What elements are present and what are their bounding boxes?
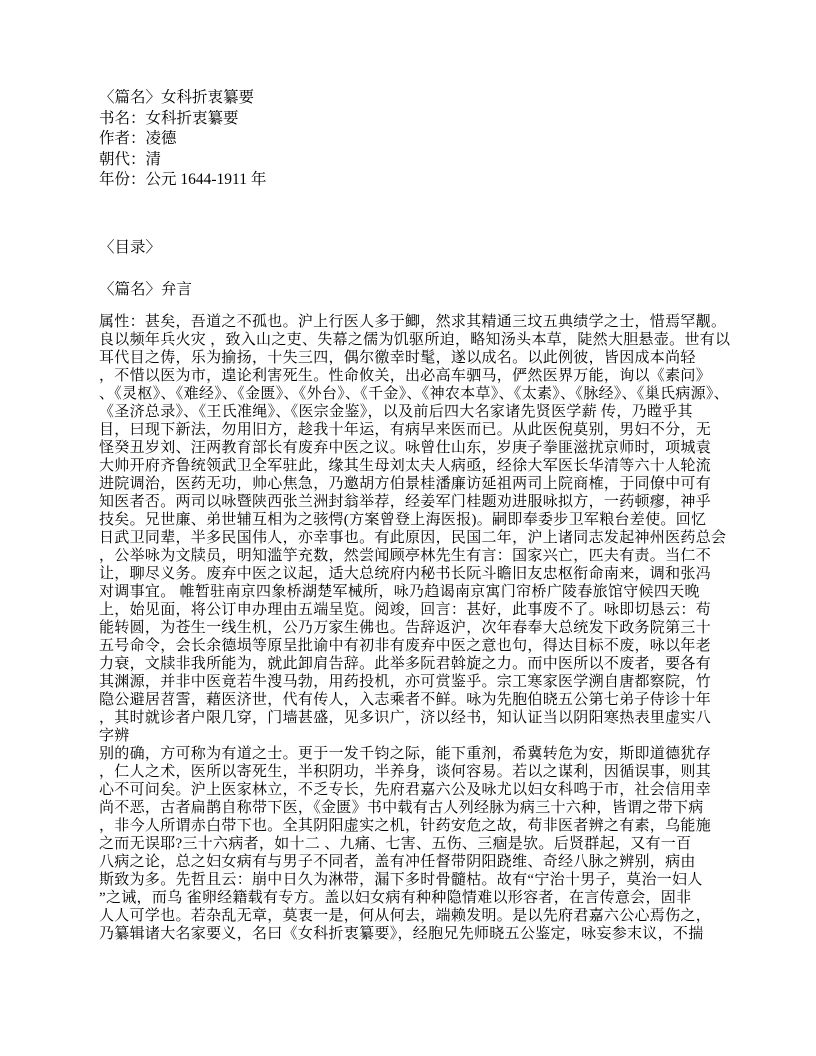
preface-text-line: 良以频年兵火灾 ，致入山之吏、失幕之儒为饥驱所迫，略知汤头本草，陡然大胆悬壶。世有以 — [99, 332, 731, 349]
preface-text-line: 之而无误耶?三十六病者，如十二 、九痛、七害、五伤、三痼是欤。后贤群起，又有一百 — [99, 836, 692, 853]
preface-body-text — [99, 313, 746, 943]
document-meta-line: 书名：女科折衷纂要 — [99, 109, 239, 127]
preface-text-line: 字辨 — [99, 728, 130, 745]
preface-text-line: 知医者否。两司以咏暨陕西张兰洲封翁举荐，经姜军门桂题劝进服咏拟方，一药顿瘳，神乎 — [99, 494, 712, 511]
preface-text-line: 进院调治，医药无功，帅心焦急，乃邀胡方伯景桂潘廉访延祖两司上院商榷，于同僚中可有 — [99, 476, 712, 493]
document-meta-line: 朝代：清 — [99, 150, 162, 168]
preface-text-line: 上，始见面，将公订申办理由五端呈览。阅竣，回言：甚好，此事废不了。咏即切恳云：苟 — [99, 602, 712, 619]
preface-text-line: 大帅开府齐鲁统领武卫全军驻此，缘其生母刘太夫人病亟，经徐大军医长华清等六十人轮流 — [99, 458, 712, 475]
document-meta-line: 作者：凌德 — [99, 130, 177, 148]
preface-text-line: ，仁人之术，医所以寄死生，半积阴功，半养身，谈何容易。若以之谋利，因循误事，则其 — [99, 764, 712, 781]
preface-text-line: 五号命令，会长余德埙等原呈批谕中有初非有废弃中医之意也句，得达目标不废，咏以年老 — [99, 638, 712, 655]
preface-text-line: 乃纂辑诸大名家要义，名曰《女科折衷纂要》，经胞兄先师晓五公鉴定，咏妄参末议，不揣 — [99, 926, 704, 943]
preface-text-line: ，公举咏为文牍员，明知滥竽充数，然尝闻顾亭林先生有言：国家兴亡，匹夫有责。当仁不 — [99, 548, 712, 565]
preface-text-line: 技矣。兄世廉、弟世辅互相为之骇愕(方案曾登上海医报)。嗣即奉委步卫军粮台差使。回忆 — [99, 512, 707, 529]
preface-text-line: 隐公避居苕霅，藉医济世，代有传人，入志乘者不鲜。咏为先胞伯晓五公第七弟子侍诊十年 — [99, 692, 712, 709]
preface-text-line: 目，曰现下新法，勿用旧方，趁我十年运，有病早来医而已。从此医倪莫别，男妇不分，无 — [99, 422, 712, 439]
preface-text-line: 怪癸丑岁刘、汪两教育部长有废弃中医之议。咏曾仕山东，岁庚子拳匪滋扰京师时，项城袁 — [99, 440, 712, 457]
preface-text-line: 能转圆，为苍生一线生机，公乃万家生佛也。告辞返沪，次年春奉大总统发下政务院第三十 — [99, 620, 712, 637]
preface-text-line: 人人可学也。若杂乱无章，莫衷一是，何从何去，端赖发明。是以先府君嘉六公心焉伤之， — [99, 908, 712, 925]
preface-text-line: ”之诫，而乌 雀卵经籍载有专方。盖以妇女病有种种隐情难以形容者，在言传意会，固非 — [99, 890, 692, 907]
document-meta-line: 年份：公元 1644-1911 年 — [99, 171, 267, 189]
section-heading: 〈篇名〉弁言 — [99, 280, 193, 298]
preface-text-line: 八病之论，总之妇女病有与男子不同者，盖有冲任督带阴阳跷维、奇经八脉之辨别，病由 — [99, 854, 696, 871]
preface-text-line: 别的确，方可称为有道之士。更于一发千钧之际，能下重剂，希冀转危为安，斯即道德犹存 — [99, 746, 712, 763]
toc-heading: 〈目录〉 — [99, 238, 162, 256]
preface-text-line: 属性：甚矣，吾道之不孤也。沪上行医人多于鲫，然求其精通三坟五典绩学之士，惜焉罕觏。 — [99, 314, 727, 331]
preface-text-line: 对调事宜。 帷暂驻南京四象桥湖楚军械所，咏乃趋谒南京寓门帘桥广陵春旅馆守候四天晚 — [99, 584, 700, 601]
preface-text-line: 力衰，文牍非我所能为，就此卸肩告辞。此举多阮君斡旋之力。而中医所以不废者，要各有 — [99, 656, 712, 673]
preface-text-line: 斯致为多。先哲且云：崩中日久为淋带，漏下多时骨髓枯。故有“宁治十男子，莫治一妇人 — [99, 872, 703, 889]
preface-text-line: 日武卫同辈，半多民国伟人，亦幸事也。有此原因，民国二年，沪上诸同志发起神州医药总会 — [99, 530, 727, 547]
document-meta-block — [99, 88, 746, 191]
preface-text-line: 让，聊尽义务。废弃中医之议起，适大总统府内秘书长阮斗瞻旧友忠枢衔命南来，调和张冯 — [99, 566, 712, 583]
preface-text-line: ，不惜以医为市，遑论利害死生。性命攸关，出必高车驷马，俨然医界万能，询以《素问》 — [99, 368, 712, 385]
preface-text-line: 、《灵枢》、《难经》、《金匮》、《外台》、《千金》、《神农本草》、《太素》、《脉经》、《巢氏病源》、 — [99, 386, 730, 403]
preface-text-line: 耳代目之俦，乐为揄扬，十失三四，偶尔徼幸时髦，遂以成名。以此例彼，皆因成本尚轻 — [99, 350, 696, 367]
preface-text-line: 《圣济总录》、《王氏准绳》、《医宗金鉴》，以及前后四大名家诸先贤医学薪 传，乃瞠乎其 — [99, 404, 693, 421]
preface-text-line: 其渊源，并非中医竟若牛溲马勃，用药投机，亦可赏鉴乎。宗工寒家医学溯自唐都察院，竹 — [99, 674, 712, 691]
preface-text-line: 心不可问矣。沪上医家林立，不乏专长，先府君嘉六公及咏尤以妇女科鸣于市，社会信用幸 — [99, 782, 712, 799]
preface-text-line: ，其时就诊者户限几穿，门墙甚盛，见多识广，济以经书，知认证当以阴阳寒热表里虚实八 — [99, 710, 712, 727]
preface-text-line: 尚不恶，古者扁鹊自称带下医，《金匮》书中载有古人列经脉为病三十六种，皆谓之带下病 — [99, 800, 704, 817]
preface-text-line: ，非今人所谓赤白带下也。全其阴阳虚实之机，针药安危之故，苟非医者辨之有素，乌能施 — [99, 818, 712, 835]
document-meta-line: 〈篇名〉女科折衷纂要 — [99, 89, 255, 106]
